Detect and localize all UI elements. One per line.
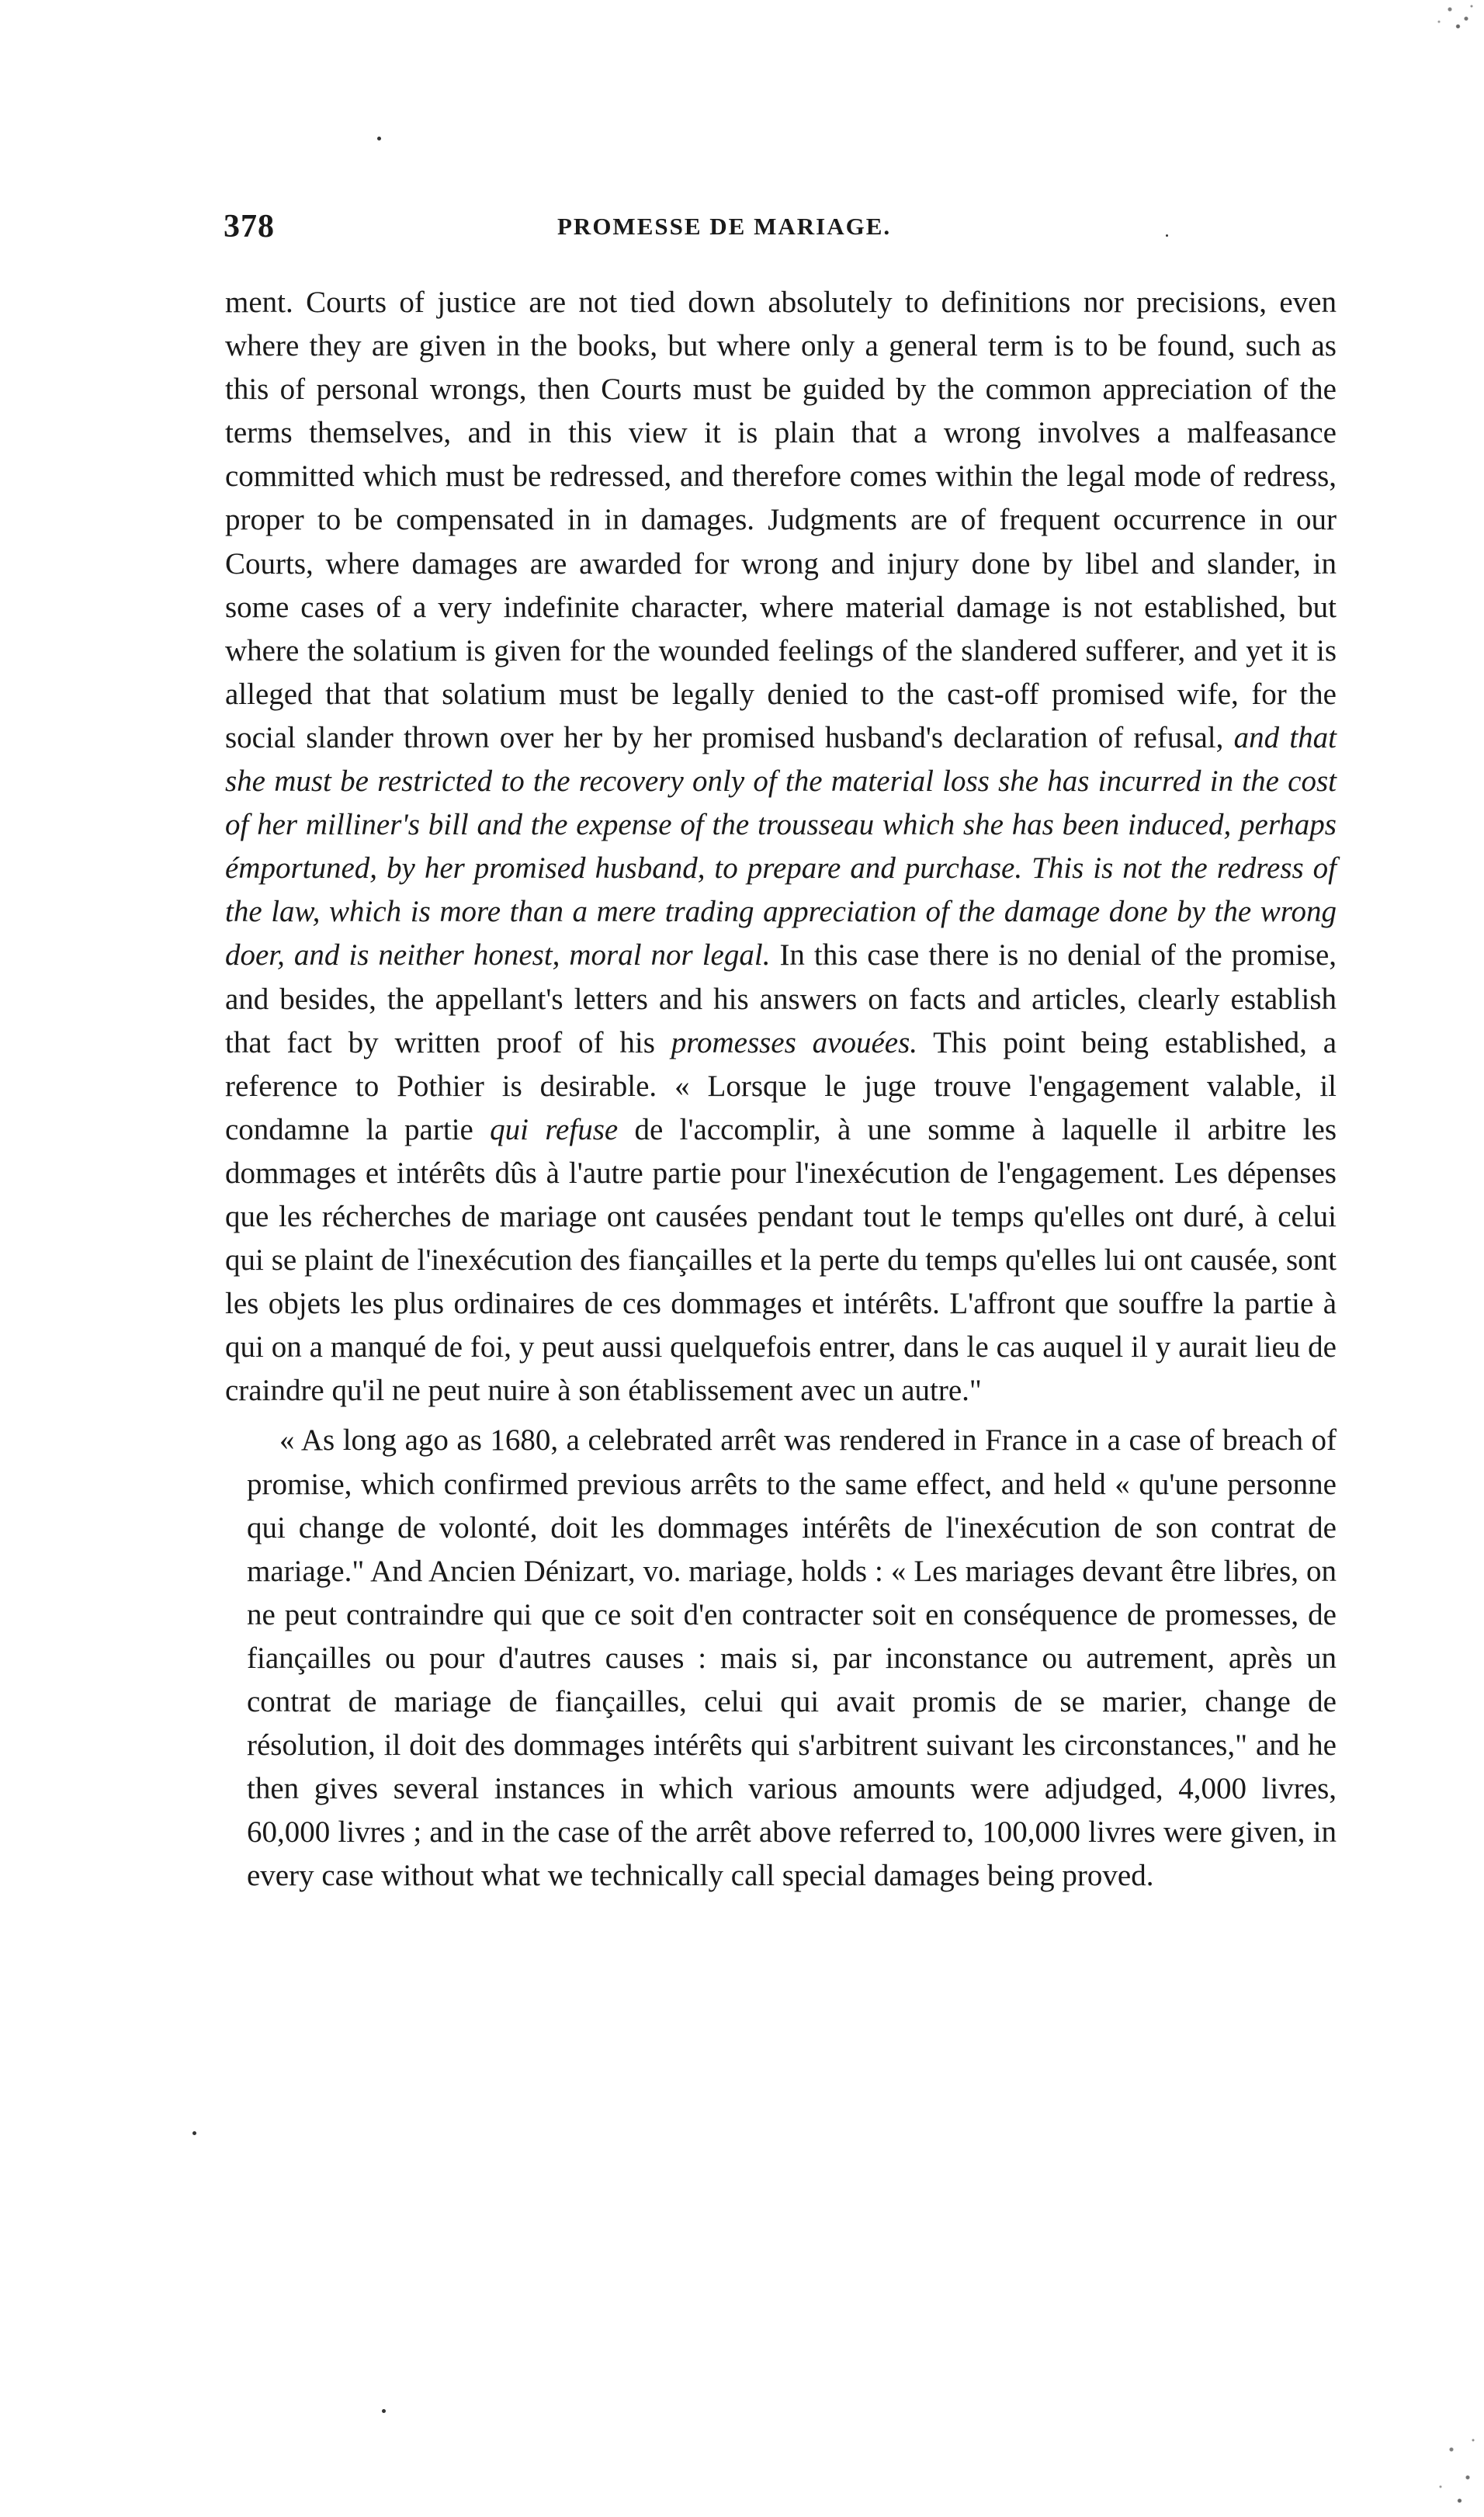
paragraph-1-italic-b: promesses avouées. [671,1025,917,1059]
dust-speck [192,2131,196,2135]
paragraph-1-text-b: In this case there is no denial of the promise, and besides, the appellant's letters and his answers on facts and articles, clearly establish that fact by written proof of his [225,938,1337,1059]
dust-speck [382,2409,386,2413]
dust-speck [377,137,381,140]
paragraph-1-italic-a: and that she must be restricted to the recovery only of the material loss she has incurred in the cost of her milliner's bill and the expense of the trousseau which she has been induced, perhaps émportuned, by her promised husband, to prepare and purchase. This is not the redress of the law, which is more than a mere trading appreciation of the damage done by the wrong doer, and is neither honest, moral nor legal. [225,720,1337,972]
body-text [225,281,1337,1898]
running-head: PROMESSE DE MARIAGE. [557,213,892,240]
paragraph-1 [225,281,1337,1413]
scan-edge-noise-top [1428,0,1482,31]
paragraph-2: « As long ago as 1680, a celebrated arrêt was rendered in France in a case of breach of promise, which confirmed previous arrêts to the same effect, and held « qu'une personne qui change de volonté, doit les dommages intérêts de l'inexécution de son contrat de mariage." And Ancien Dénizart, vo. mariage, holds : « Les mariages devant être libres, on ne peut contraindre qui que ce soit d'en contracter soit en conséquence de promesses, de fiançailles ou pour d'autres causes : mais si, par inconstance ou autrement, après un contrat de mariage de fiançailles, celui qui avait promis de se marier, change de résolution, il doit des dommages intérêts qui s'arbitrent suivant les circonstances," and he then gives several instances in which various amounts were adjudged, 4,000 livres, 60,000 livres ; and in the case of the arrêt above referred to, 100,000 livres were given, in every case without what we technically call special damages being proved. [247,1423,1337,1893]
page-header [224,208,1341,255]
paragraph-1-text-a: ment. Courts of justice are not tied down absolutely to definitions nor precisions, even where they are given in the books, but where only a general term is to be found, such as this of personal wrongs, then Courts must be guided by the common appreciation of the terms themselves, and in this view it is plain that a wrong involves a malfeasance committed which must be redressed, and therefore comes within the legal mode of redress, proper to be compensated in in damages. Judgments are of frequent occurrence in our Courts, where damages are awarded for wrong and injury done by libel and slander, in some cases of a very indefinite character, where material damage is not established, but where the solatium is given for the wounded feelings of the slandered sufferer, and yet it is alleged that that solatium must be legally denied to the cast-off promised wife, for the social slander thrown over her by her promised husband's declaration of refusal, [225,286,1337,754]
paragraph-1-text-c: This point being established, a reference to Pothier is desirable. « Lorsque le juge trouve l'engagement valable, il condamne la partie [225,1025,1337,1146]
page-number: 378 [224,209,275,244]
paragraph-1-italic-c: qui refuse [490,1112,619,1146]
scan-edge-noise-bottom [1430,2422,1484,2515]
paragraph-1-text-d: de l'accomplir, à une somme à laquelle il arbitre les dommages et intérêts dûs à l'autre partie pour l'inexécution de l'engagement. Les dépenses que les récherches de mariage ont causées pendant tout le temps qu'elles ont duré, à celui qui se plaint de l'inexécution des fiançailles et la perte du temps qu'elles lui ont causée, sont les objets les plus ordinaires de ces dommages et intérêts. L'affront que souffre la partie à qui on a manqué de foi, y peut aussi quelquefois entrer, dans le cas auquel il y aurait lieu de craindre qu'il ne peut nuire à son établissement avec un autre." [225,1112,1337,1408]
